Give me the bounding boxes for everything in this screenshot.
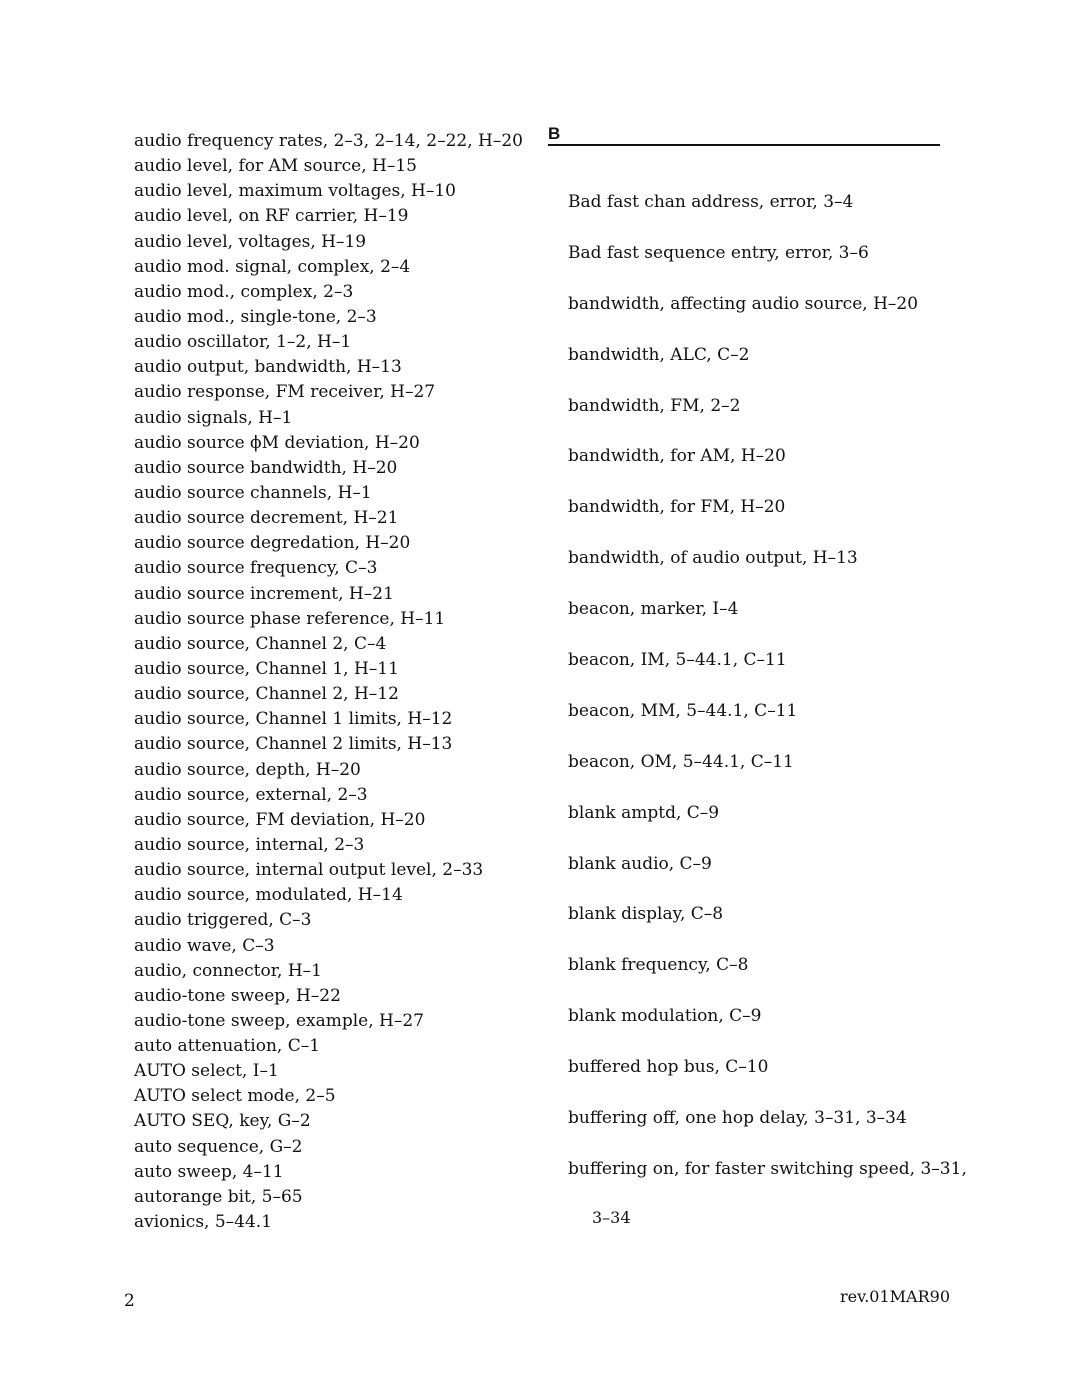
index-entry: bandwidth, of audio output, H–13 xyxy=(568,548,858,569)
index-entry-multiline xyxy=(568,1158,968,1227)
index-entry: audio level, voltages, H–19 xyxy=(134,231,367,252)
index-entry: audio source, Channel 1, H–11 xyxy=(134,658,399,679)
index-entry: auto sweep, 4–11 xyxy=(134,1161,284,1182)
index-entry: audio source increment, H–21 xyxy=(134,583,394,604)
index-entry: AUTO select mode, 2–5 xyxy=(134,1086,336,1107)
index-entry: bandwidth, ALC, C–2 xyxy=(568,344,750,365)
index-entry: blank modulation, C–9 xyxy=(568,1006,762,1027)
index-entry: audio level, on RF carrier, H–19 xyxy=(134,206,409,227)
index-entry: bandwidth, affecting audio source, H–20 xyxy=(568,293,919,314)
index-entry: auto attenuation, C–1 xyxy=(134,1036,321,1057)
index-entry: audio source, Channel 2, C–4 xyxy=(134,633,387,654)
index-entry: Bad fast sequence entry, error, 3–6 xyxy=(568,242,869,263)
index-entry: autorange bit, 5–65 xyxy=(134,1186,303,1207)
index-entry: audio triggered, C–3 xyxy=(134,910,312,931)
index-entry: blank audio, C–9 xyxy=(568,853,712,874)
index-entry: audio mod. signal, complex, 2–4 xyxy=(134,256,411,277)
index-entry: audio source decrement, H–21 xyxy=(134,508,399,529)
page-number: 2 xyxy=(124,1291,135,1311)
section-rule xyxy=(548,144,940,146)
index-entry: audio mod., single-tone, 2–3 xyxy=(134,306,377,327)
index-entry: audio oscillator, 1–2, H–1 xyxy=(134,332,352,353)
index-entry: beacon, MM, 5–44.1, C–11 xyxy=(568,700,798,721)
index-entry: Bad fast chan address, error, 3–4 xyxy=(568,192,854,212)
index-entry: audio source, Channel 2 limits, H–13 xyxy=(134,734,453,755)
index-entry-continuation: 3–34 xyxy=(592,1207,631,1227)
index-entry: buffering off, one hop delay, 3–31, 3–34 xyxy=(568,1108,907,1129)
index-entry: audio, connector, H–1 xyxy=(134,960,322,981)
right-entries xyxy=(568,191,968,1227)
index-entry: buffered hop bus, C–10 xyxy=(568,1057,769,1078)
index-entry-line: buffering on, for faster switching speed, 3–31, xyxy=(568,1158,967,1179)
index-entry: beacon, OM, 5–44.1, C–11 xyxy=(568,751,794,772)
index-entry: audio source, internal, 2–3 xyxy=(134,834,365,855)
index-entry: blank frequency, C–8 xyxy=(568,955,749,976)
index-entry: beacon, IM, 5–44.1, C–11 xyxy=(568,650,787,671)
index-entry: audio signals, H–1 xyxy=(134,407,293,428)
index-entry: bandwidth, for AM, H–20 xyxy=(568,446,786,467)
index-entry: audio source phase reference, H–11 xyxy=(134,608,446,629)
index-entry: blank amptd, C–9 xyxy=(568,802,720,823)
index-entry: audio-tone sweep, H–22 xyxy=(134,985,341,1006)
index-entry: audio output, bandwidth, H–13 xyxy=(134,357,402,378)
index-entry: audio-tone sweep, example, H–27 xyxy=(134,1010,424,1031)
revision-label: rev.01MAR90 xyxy=(839,1287,950,1306)
index-entry: AUTO SEQ, key, G–2 xyxy=(134,1111,311,1132)
index-entry: audio source channels, H–1 xyxy=(134,482,372,503)
index-entry: beacon, marker, I–4 xyxy=(568,599,739,620)
index-entry: blank display, C–8 xyxy=(568,904,724,925)
index-entry: audio source, internal output level, 2–33 xyxy=(134,860,484,881)
index-entry: audio source bandwidth, H–20 xyxy=(134,457,398,478)
index-entry: avionics, 5–44.1 xyxy=(134,1212,273,1233)
index-entry: audio level, maximum voltages, H–10 xyxy=(134,181,456,202)
index-entry: bandwidth, FM, 2–2 xyxy=(568,395,741,416)
index-entry: audio source, FM deviation, H–20 xyxy=(134,809,426,830)
index-entry: bandwidth, for FM, H–20 xyxy=(568,497,786,518)
index-entry: AUTO select, I–1 xyxy=(134,1061,279,1082)
index-entry: audio source degredation, H–20 xyxy=(134,533,411,554)
index-entry: audio level, for AM source, H–15 xyxy=(134,156,417,177)
index-entry: audio source, Channel 2, H–12 xyxy=(134,684,399,705)
index-entry: audio source, modulated, H–14 xyxy=(134,885,403,906)
index-entry: audio frequency rates, 2–3, 2–14, 2–22, H–20 xyxy=(134,131,523,151)
right-index-column xyxy=(548,124,967,1227)
index-entry: audio source frequency, C–3 xyxy=(134,558,378,579)
left-index-column xyxy=(134,129,534,1235)
section-letter: B xyxy=(548,124,561,143)
index-entry: audio source, external, 2–3 xyxy=(134,784,368,805)
index-entry: audio response, FM receiver, H–27 xyxy=(134,382,436,403)
index-entry: auto sequence, G–2 xyxy=(134,1136,303,1157)
section-header xyxy=(548,124,948,148)
index-entry: audio source, depth, H–20 xyxy=(134,759,361,780)
index-entry: audio source, Channel 1 limits, H–12 xyxy=(134,709,453,730)
index-entry: audio mod., complex, 2–3 xyxy=(134,281,354,302)
index-entry: audio wave, C–3 xyxy=(134,935,275,956)
index-entry: audio source ϕM deviation, H–20 xyxy=(134,432,420,453)
